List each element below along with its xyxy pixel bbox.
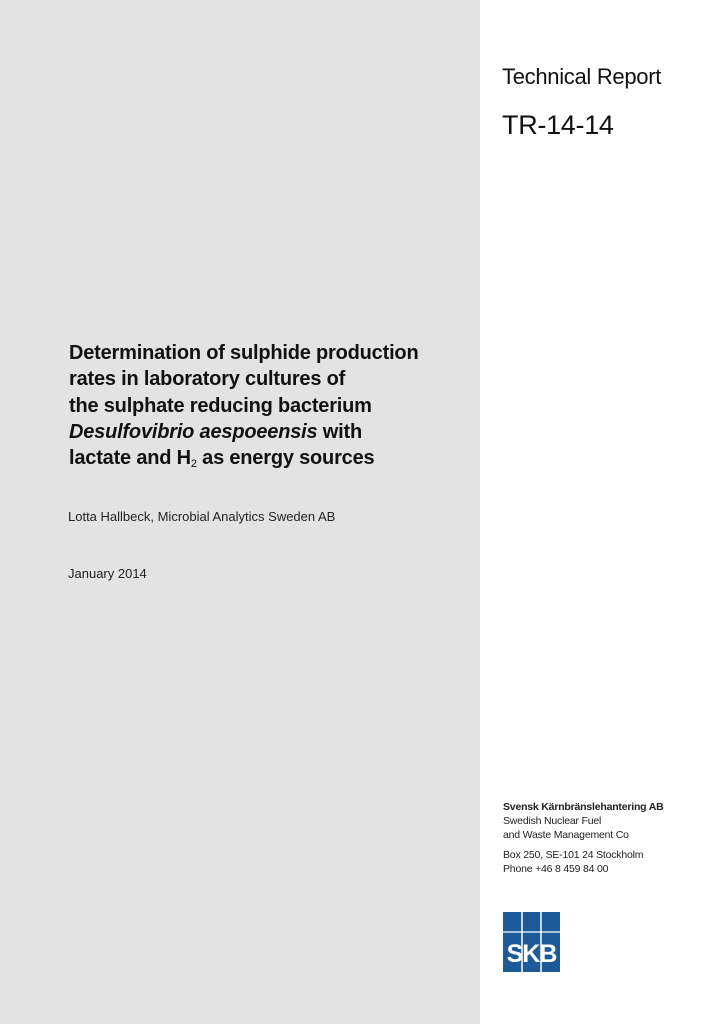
- report-number: TR-14-14: [502, 110, 614, 140]
- title-line-5-end: as energy sources: [196, 447, 375, 470]
- title-line-5-start: lactate and H: [69, 447, 191, 470]
- publisher-name-en-2: and Waste Management Co: [503, 829, 629, 841]
- publisher-name: Svensk Kärnbränslehantering AB: [503, 801, 664, 813]
- publisher-address: Box 250, SE-101 24 Stockholm: [503, 849, 644, 861]
- species-name: Desulfovibrio aespoeensis: [69, 420, 318, 443]
- title-line-1: Determination of sulphide production: [69, 342, 419, 364]
- title-line-4: [69, 419, 469, 445]
- publisher-block: [503, 800, 713, 876]
- title-line-5: [69, 445, 469, 471]
- report-type-label: Technical Report: [502, 64, 662, 89]
- title-line-4-rest: with: [317, 420, 362, 443]
- publication-date: January 2014: [68, 566, 147, 581]
- skb-logo-icon: [503, 912, 560, 972]
- hydrogen-subscript: 2: [190, 458, 197, 471]
- title-line-3: the sulphate reducing bacterium: [69, 394, 372, 417]
- svg-text:SKB: SKB: [506, 940, 557, 968]
- title-line-2: rates in laboratory cultures of: [69, 368, 346, 391]
- report-title: [69, 340, 469, 471]
- publisher-name-en-1: Swedish Nuclear Fuel: [503, 815, 602, 827]
- author-line: Lotta Hallbeck, Microbial Analytics Sweden AB: [68, 509, 336, 524]
- publisher-phone: Phone +46 8 459 84 00: [503, 863, 609, 875]
